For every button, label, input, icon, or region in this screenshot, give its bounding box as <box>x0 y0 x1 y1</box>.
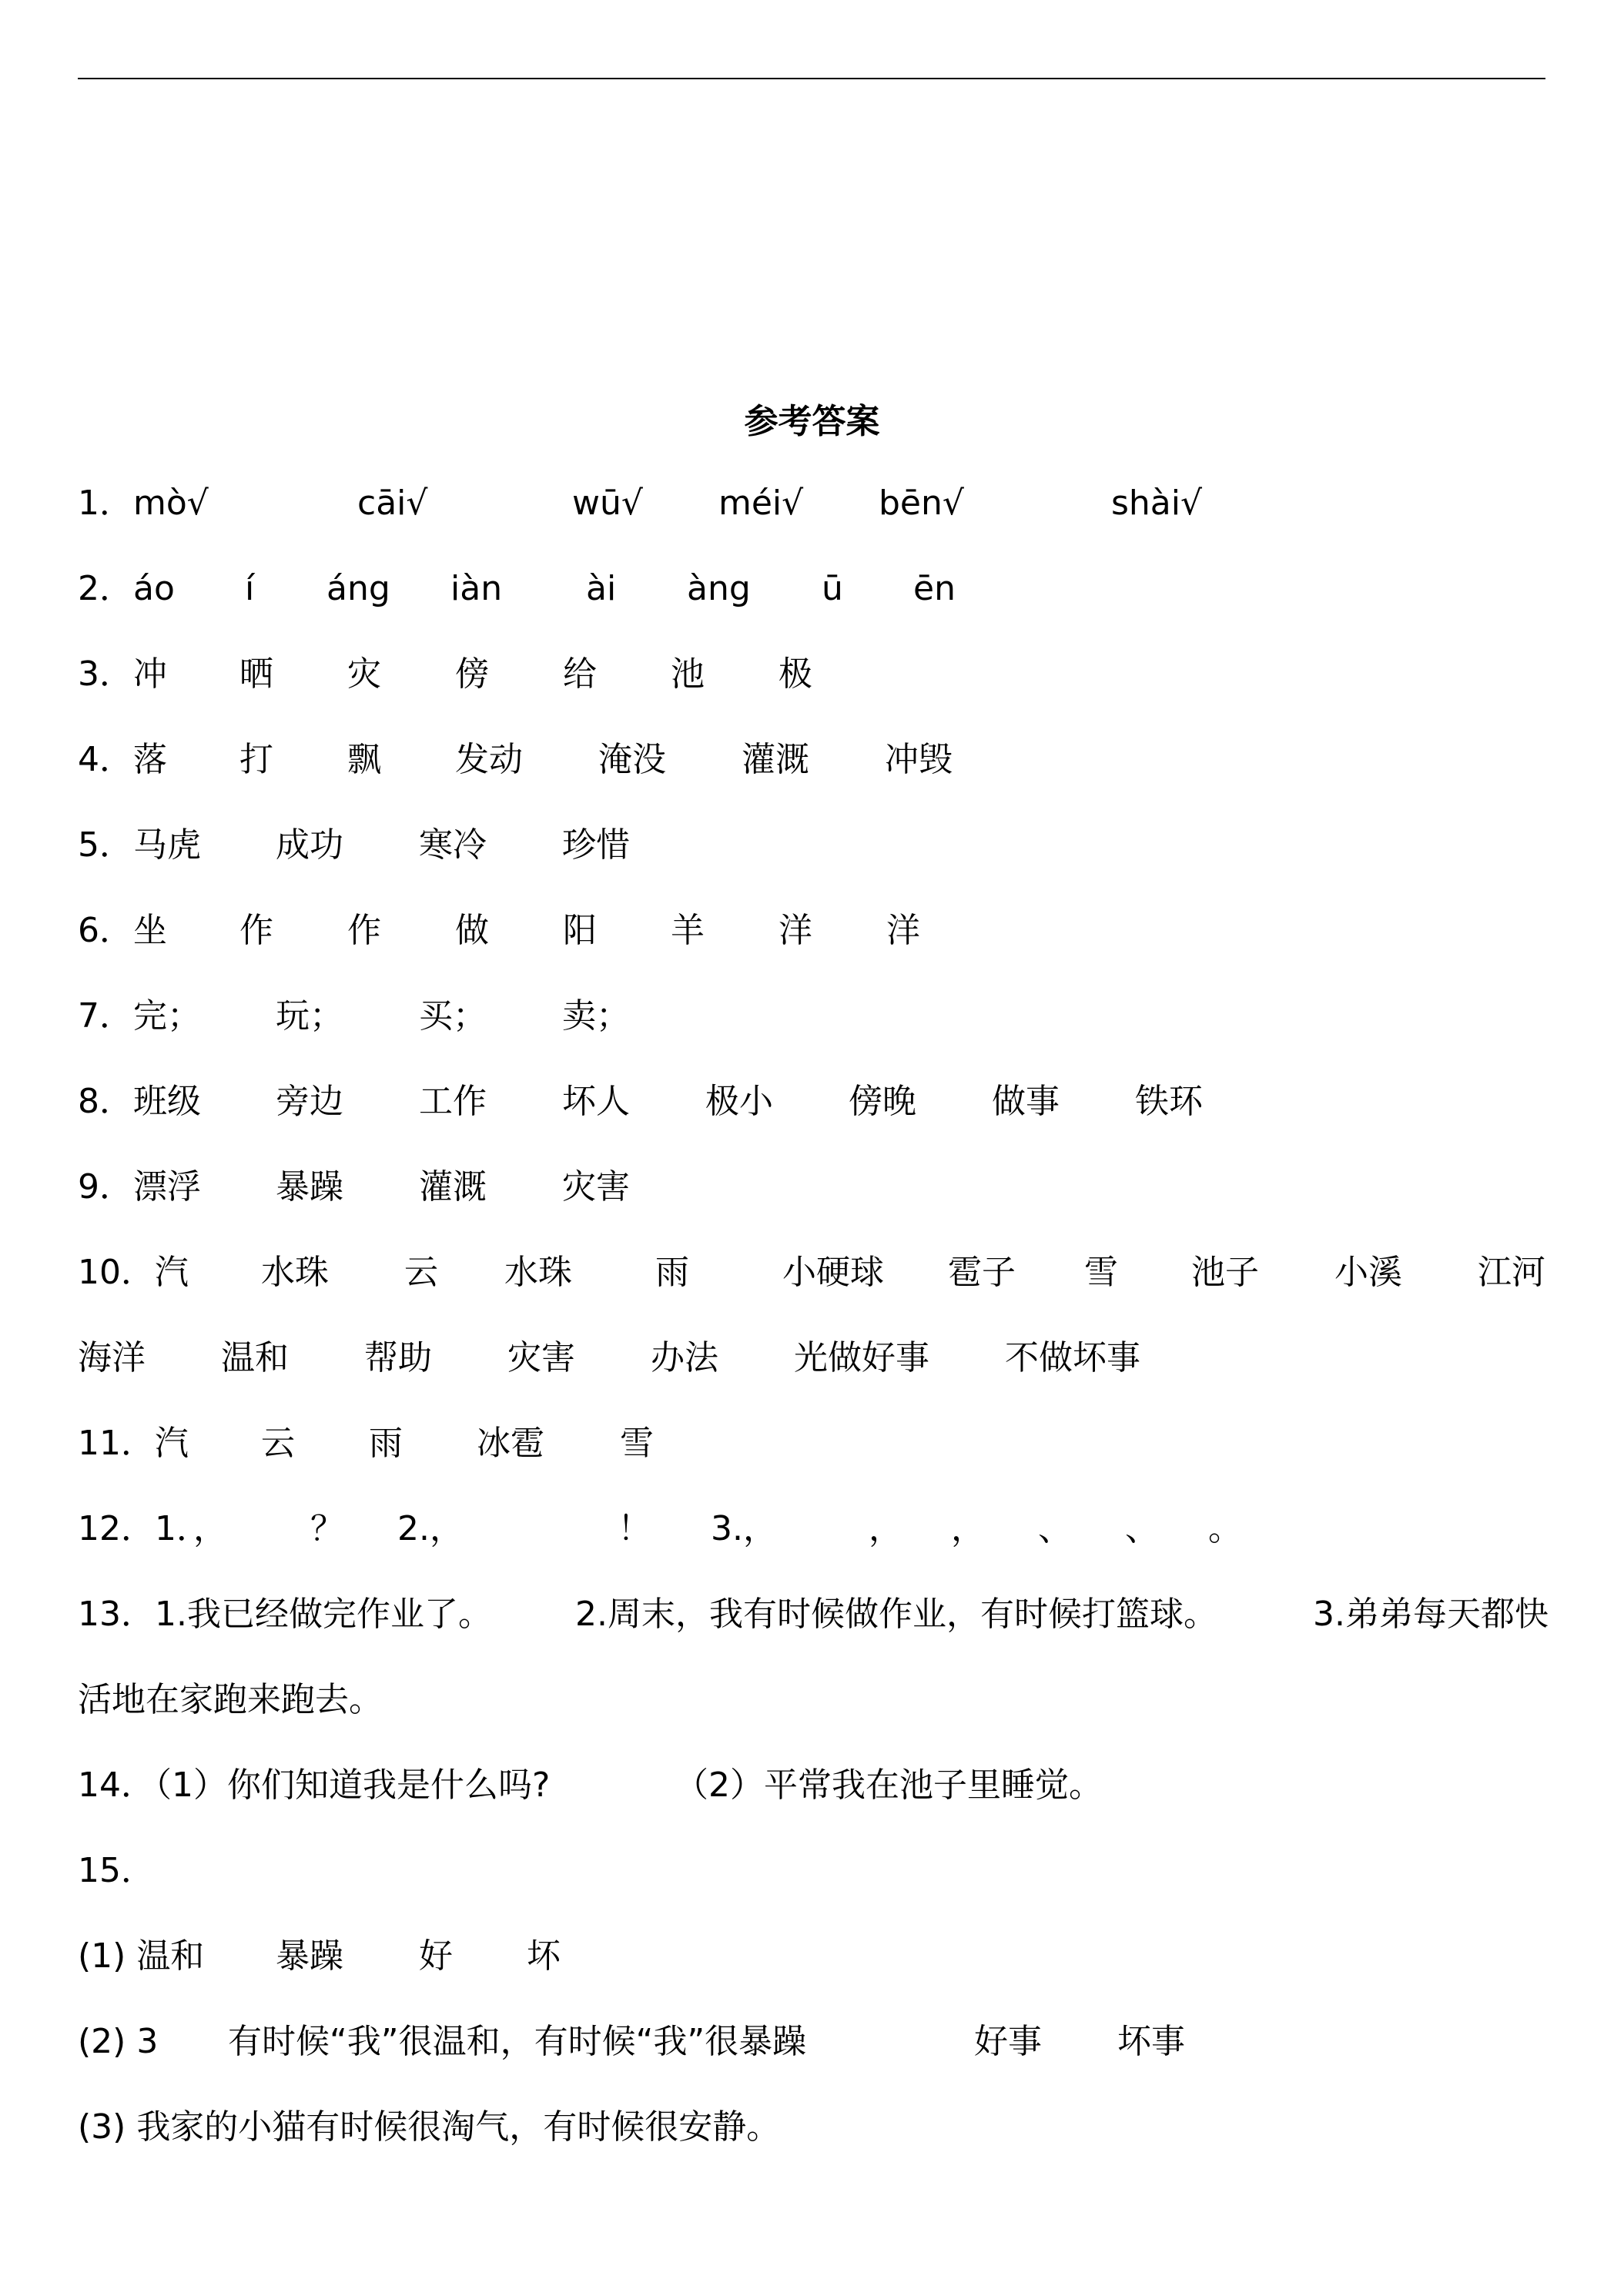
answer-segment: 小硬球 <box>782 1253 884 1292</box>
answer-segment: 灌溉 <box>742 740 809 779</box>
answer-segment: ？ <box>310 1509 344 1548</box>
answer-segment: iàn <box>450 569 503 608</box>
answer-segment: 坏人 <box>562 1082 630 1121</box>
answer-segment: 9．漂浮 <box>78 1167 201 1207</box>
answer-segment: 雪 <box>1084 1253 1118 1292</box>
answer-segment: 铁环 <box>1135 1082 1203 1121</box>
answer-segment: 成功 <box>276 825 343 865</box>
answer-segment: 8．班级 <box>78 1082 201 1121</box>
answer-segment: 水珠 <box>261 1253 329 1292</box>
answer-segment: 羊 <box>671 911 705 950</box>
answer-segment: 10．汽 <box>78 1253 189 1292</box>
header-rule <box>78 78 1545 79</box>
answer-segment: méi√ <box>718 484 804 523</box>
answer-segment: 3.弟弟每天都快 <box>1313 1595 1549 1634</box>
answer-segment: 卖； <box>562 996 630 1036</box>
answer-segment: 江河 <box>1478 1253 1545 1292</box>
answer-segment: 5．马虎 <box>78 825 201 865</box>
answer-segment: 1．mò√ <box>78 484 209 523</box>
answer-segment: 买； <box>419 996 487 1036</box>
answer-segment: 暴躁 <box>276 1936 343 1976</box>
answer-segment: 14．（1）你们知道我是什么吗? <box>78 1766 551 1805</box>
answer-segment: shài√ <box>1111 484 1203 523</box>
answer-segment: áng <box>326 569 390 608</box>
answer-segment: (1) 温和 <box>78 1936 205 1976</box>
answer-segment: 11．汽 <box>78 1424 189 1463</box>
answer-segment: 光做好事 <box>794 1338 929 1377</box>
answer-segment: 玩； <box>276 996 343 1036</box>
answer-segment: 冲毁 <box>885 740 953 779</box>
answer-segment: 发动 <box>455 740 523 779</box>
answer-segment: ， <box>951 1509 985 1548</box>
answer-segment: 6．坐 <box>78 911 167 950</box>
answer-segment: 灌溉 <box>419 1167 487 1207</box>
answer-segment: （2）平常我在池子里睡觉。 <box>675 1766 1103 1805</box>
answer-segment: 池 <box>671 654 705 694</box>
answer-segment: 雨 <box>655 1253 689 1292</box>
answer-segment: 好 <box>419 1936 453 1976</box>
answer-segment: 珍惜 <box>562 825 630 865</box>
answer-segment: 极小 <box>705 1082 773 1121</box>
answer-segment: 雪 <box>620 1424 654 1463</box>
answer-segment: 做事 <box>992 1082 1060 1121</box>
answer-segment: bēn√ <box>879 484 964 523</box>
answer-segment: 飘 <box>347 740 381 779</box>
answer-segment: 坏 <box>527 1936 561 1976</box>
answer-segment: 灾害 <box>507 1338 575 1377</box>
answer-segment: 温和 <box>221 1338 289 1377</box>
answer-segment: 活地在家跑来跑去。 <box>78 1680 383 1719</box>
answer-segment: 阳 <box>563 911 597 950</box>
answer-segment: ， <box>869 1509 902 1548</box>
answer-segment: ēn <box>913 569 956 608</box>
answer-segment: (2) 3 <box>78 2022 159 2061</box>
answer-segment: 、 <box>1038 1509 1072 1548</box>
answer-segment: 冰雹 <box>477 1424 544 1463</box>
answer-segment: 2．áo <box>78 569 175 608</box>
answer-segment: 作 <box>347 911 381 950</box>
answer-segment: 不做坏事 <box>1005 1338 1140 1377</box>
answer-segment: 水珠 <box>504 1253 572 1292</box>
answer-segment: wū√ <box>572 484 643 523</box>
answer-segment: 暴躁 <box>276 1167 343 1207</box>
answer-segment: 晒 <box>239 654 273 694</box>
answer-segment: 打 <box>239 740 273 779</box>
answer-segment: í <box>245 569 255 608</box>
answer-segment: 傍晚 <box>849 1082 916 1121</box>
answer-segment: 极 <box>779 654 812 694</box>
answer-segment: 办法 <box>651 1338 718 1377</box>
answer-segment: àng <box>687 569 751 608</box>
answer-segment: 3.， <box>711 1509 777 1548</box>
answer-segment: 。 <box>1208 1509 1242 1548</box>
answer-segment: 云 <box>261 1424 295 1463</box>
answer-segment: 小溪 <box>1334 1253 1402 1292</box>
answer-segment: 7．完； <box>78 996 201 1036</box>
answer-segment: (3) 我家的小猫有时候很淘气，有时候很安静。 <box>78 2107 781 2147</box>
answer-segment: 寒冷 <box>419 825 487 865</box>
answer-segment: 池子 <box>1191 1253 1259 1292</box>
answer-segment: 雹子 <box>948 1253 1016 1292</box>
page-title: 参考答案 <box>744 402 880 441</box>
answer-segment: 坏事 <box>1117 2022 1185 2061</box>
answer-segment: 13．1.我已经做完作业了。 <box>78 1595 492 1634</box>
answer-segment: cāi√ <box>357 484 428 523</box>
answer-segment: 洋 <box>779 911 812 950</box>
answer-segment: 海洋 <box>78 1338 146 1377</box>
answer-segment: 有时候“我”很温和，有时候“我”很暴躁 <box>228 2022 807 2061</box>
answer-segment: 4．落 <box>78 740 167 779</box>
answer-segment: 雨 <box>369 1424 403 1463</box>
answer-segment: 、 <box>1125 1509 1159 1548</box>
answer-segment: ài <box>586 569 617 608</box>
answer-segment: 作 <box>239 911 273 950</box>
answer-segment: 2.， <box>397 1509 464 1548</box>
answer-segment: 旁边 <box>276 1082 343 1121</box>
answer-segment: 好事 <box>974 2022 1042 2061</box>
answer-segment: 3．冲 <box>78 654 167 694</box>
answer-segment: 云 <box>404 1253 438 1292</box>
answer-segment: 洋 <box>886 911 920 950</box>
answer-segment: 12．1．， <box>78 1509 227 1548</box>
answer-segment: ū <box>822 569 843 608</box>
answer-segment: 15． <box>78 1851 155 1890</box>
answer-segment: 灾 <box>347 654 381 694</box>
answer-segment: 傍 <box>455 654 489 694</box>
answer-segment: 淹没 <box>598 740 666 779</box>
answer-segment: 工作 <box>419 1082 487 1121</box>
answer-segment: 帮助 <box>364 1338 432 1377</box>
answer-segment: 2.周末，我有时候做作业，有时候打篮球。 <box>575 1595 1217 1634</box>
answer-segment: 做 <box>455 911 489 950</box>
answer-segment: 灾害 <box>562 1167 630 1207</box>
answer-segment: ！ <box>618 1509 651 1548</box>
answer-segment: 给 <box>563 654 597 694</box>
